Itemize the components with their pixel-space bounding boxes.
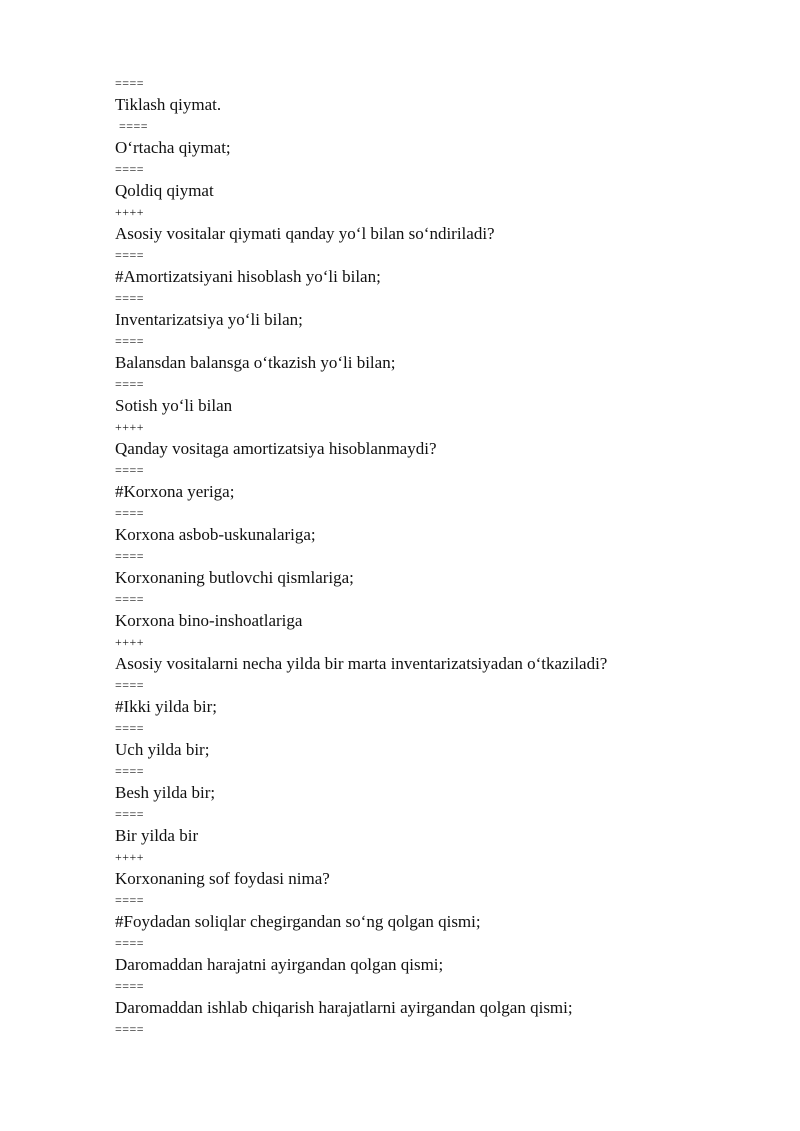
separator-line: ====: [115, 377, 145, 391]
text-line: Tiklash qiymat.: [115, 95, 222, 114]
separator-line: ++++: [115, 205, 145, 219]
separator-line: ++++: [115, 850, 145, 864]
separator-line: ====: [115, 592, 145, 606]
separator-line: ====: [115, 334, 145, 348]
text-line: Asosiy vositalarni necha yilda bir marta inventarizatsiyadan o‘tkaziladi?: [115, 654, 608, 673]
text-line: Qoldiq qiymat: [115, 181, 214, 200]
text-line: Daromaddan ishlab chiqarish harajatlarni ayirgandan qolgan qismi;: [115, 998, 573, 1017]
separator-line: ====: [115, 463, 145, 477]
text-line: Qanday vositaga amortizatsiya hisoblanmaydi?: [115, 439, 437, 458]
separator-line: ====: [115, 248, 145, 262]
separator-line: ====: [115, 678, 145, 692]
text-line: Balansdan balansga o‘tkazish yo‘li bilan;: [115, 353, 396, 372]
separator-line: ====: [115, 76, 145, 90]
separator-line: ====: [115, 979, 145, 993]
text-line: Uch yilda bir;: [115, 740, 210, 759]
separator-line: ====: [115, 291, 145, 305]
separator-line: ====: [115, 1022, 145, 1036]
text-line: Korxona bino-inshoatlariga: [115, 611, 303, 630]
separator-line: ====: [115, 162, 145, 176]
text-line: #Ikki yilda bir;: [115, 697, 217, 716]
separator-line: ====: [115, 549, 145, 563]
separator-line: ++++: [115, 635, 145, 649]
text-line: Korxona asbob-uskunalariga;: [115, 525, 316, 544]
separator-line: ++++: [115, 420, 145, 434]
separator-line: ====: [115, 506, 145, 520]
document-body: [115, 76, 755, 1036]
separator-line: ====: [115, 893, 145, 907]
text-line: Daromaddan harajatni ayirgandan qolgan qismi;: [115, 955, 444, 974]
text-line: O‘rtacha qiymat;: [115, 138, 231, 157]
text-line: #Amortizatsiyani hisoblash yo‘li bilan;: [115, 267, 381, 286]
separator-line: ====: [115, 721, 145, 735]
text-line: Bir yilda bir: [115, 826, 199, 845]
separator-line: ====: [115, 807, 145, 821]
text-line: Inventarizatsiya yo‘li bilan;: [115, 310, 303, 329]
text-line: Korxonaning sof foydasi nima?: [115, 869, 330, 888]
separator-line: ====: [119, 119, 149, 133]
separator-line: ====: [115, 936, 145, 950]
separator-line: ====: [115, 764, 145, 778]
text-line: Korxonaning butlovchi qismlariga;: [115, 568, 354, 587]
text-line: Asosiy vositalar qiymati qanday yo‘l bilan so‘ndiriladi?: [115, 224, 495, 243]
text-line: #Foydadan soliqlar chegirgandan so‘ng qolgan qismi;: [115, 912, 481, 931]
text-line: #Korxona yeriga;: [115, 482, 235, 501]
text-line: Sotish yo‘li bilan: [115, 396, 233, 415]
text-line: Besh yilda bir;: [115, 783, 216, 802]
